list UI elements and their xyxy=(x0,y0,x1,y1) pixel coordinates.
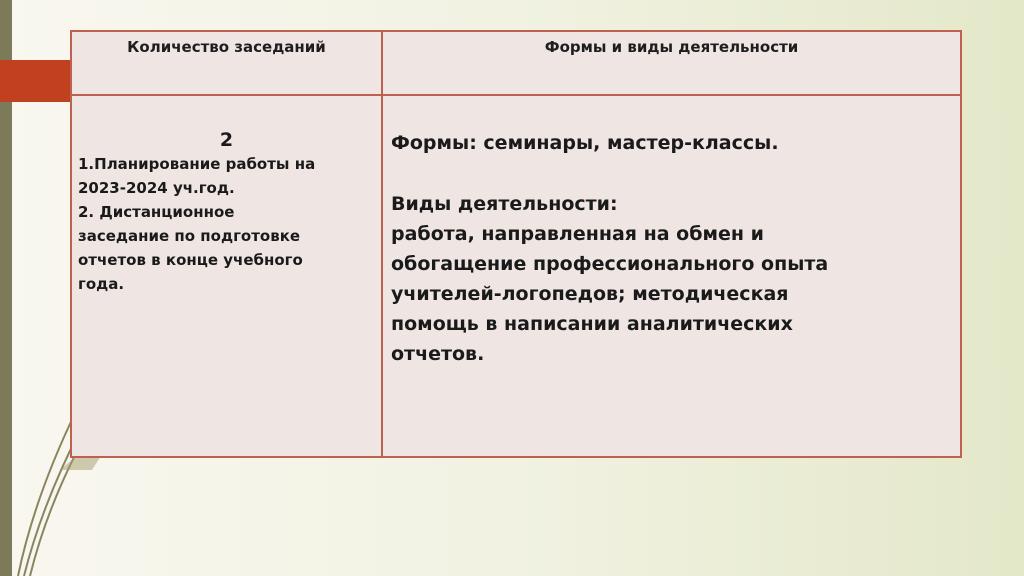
meeting-line: года. xyxy=(78,275,125,293)
spacer xyxy=(383,158,960,189)
activity-table xyxy=(70,30,962,458)
header-cell-meetings xyxy=(72,32,383,94)
table-body-row xyxy=(72,94,960,456)
kinds-line: помощь в написании аналитических xyxy=(391,313,793,335)
header-forms-activities: Формы и виды деятельности xyxy=(544,38,799,56)
table-header-row xyxy=(72,32,960,96)
kinds-line: учителей-логопедов; методическая xyxy=(391,283,789,305)
meeting-line: отчетов в конце учебного xyxy=(78,251,303,269)
kinds-line: отчетов. xyxy=(391,343,485,365)
meeting-line: 1.Планирование работы на xyxy=(78,155,316,173)
forms-cell xyxy=(383,94,960,456)
accent-bar xyxy=(0,60,70,102)
meetings-cell xyxy=(72,94,383,456)
meeting-line: 2. Дистанционное xyxy=(78,203,235,221)
meetings-number: 2 xyxy=(219,129,234,151)
forms-line: Формы: семинары, мастер-классы. xyxy=(391,132,779,154)
meeting-line: 2023-2024 уч.год. xyxy=(78,179,235,197)
meeting-line: заседание по подготовке xyxy=(78,227,301,245)
header-meetings-count: Количество заседаний xyxy=(127,38,326,56)
kinds-line: обогащение профессионального опыта xyxy=(391,253,829,275)
kinds-title: Виды деятельности: xyxy=(391,193,618,215)
kinds-line: работа, направленная на обмен и xyxy=(391,223,764,245)
header-cell-forms xyxy=(383,32,960,94)
